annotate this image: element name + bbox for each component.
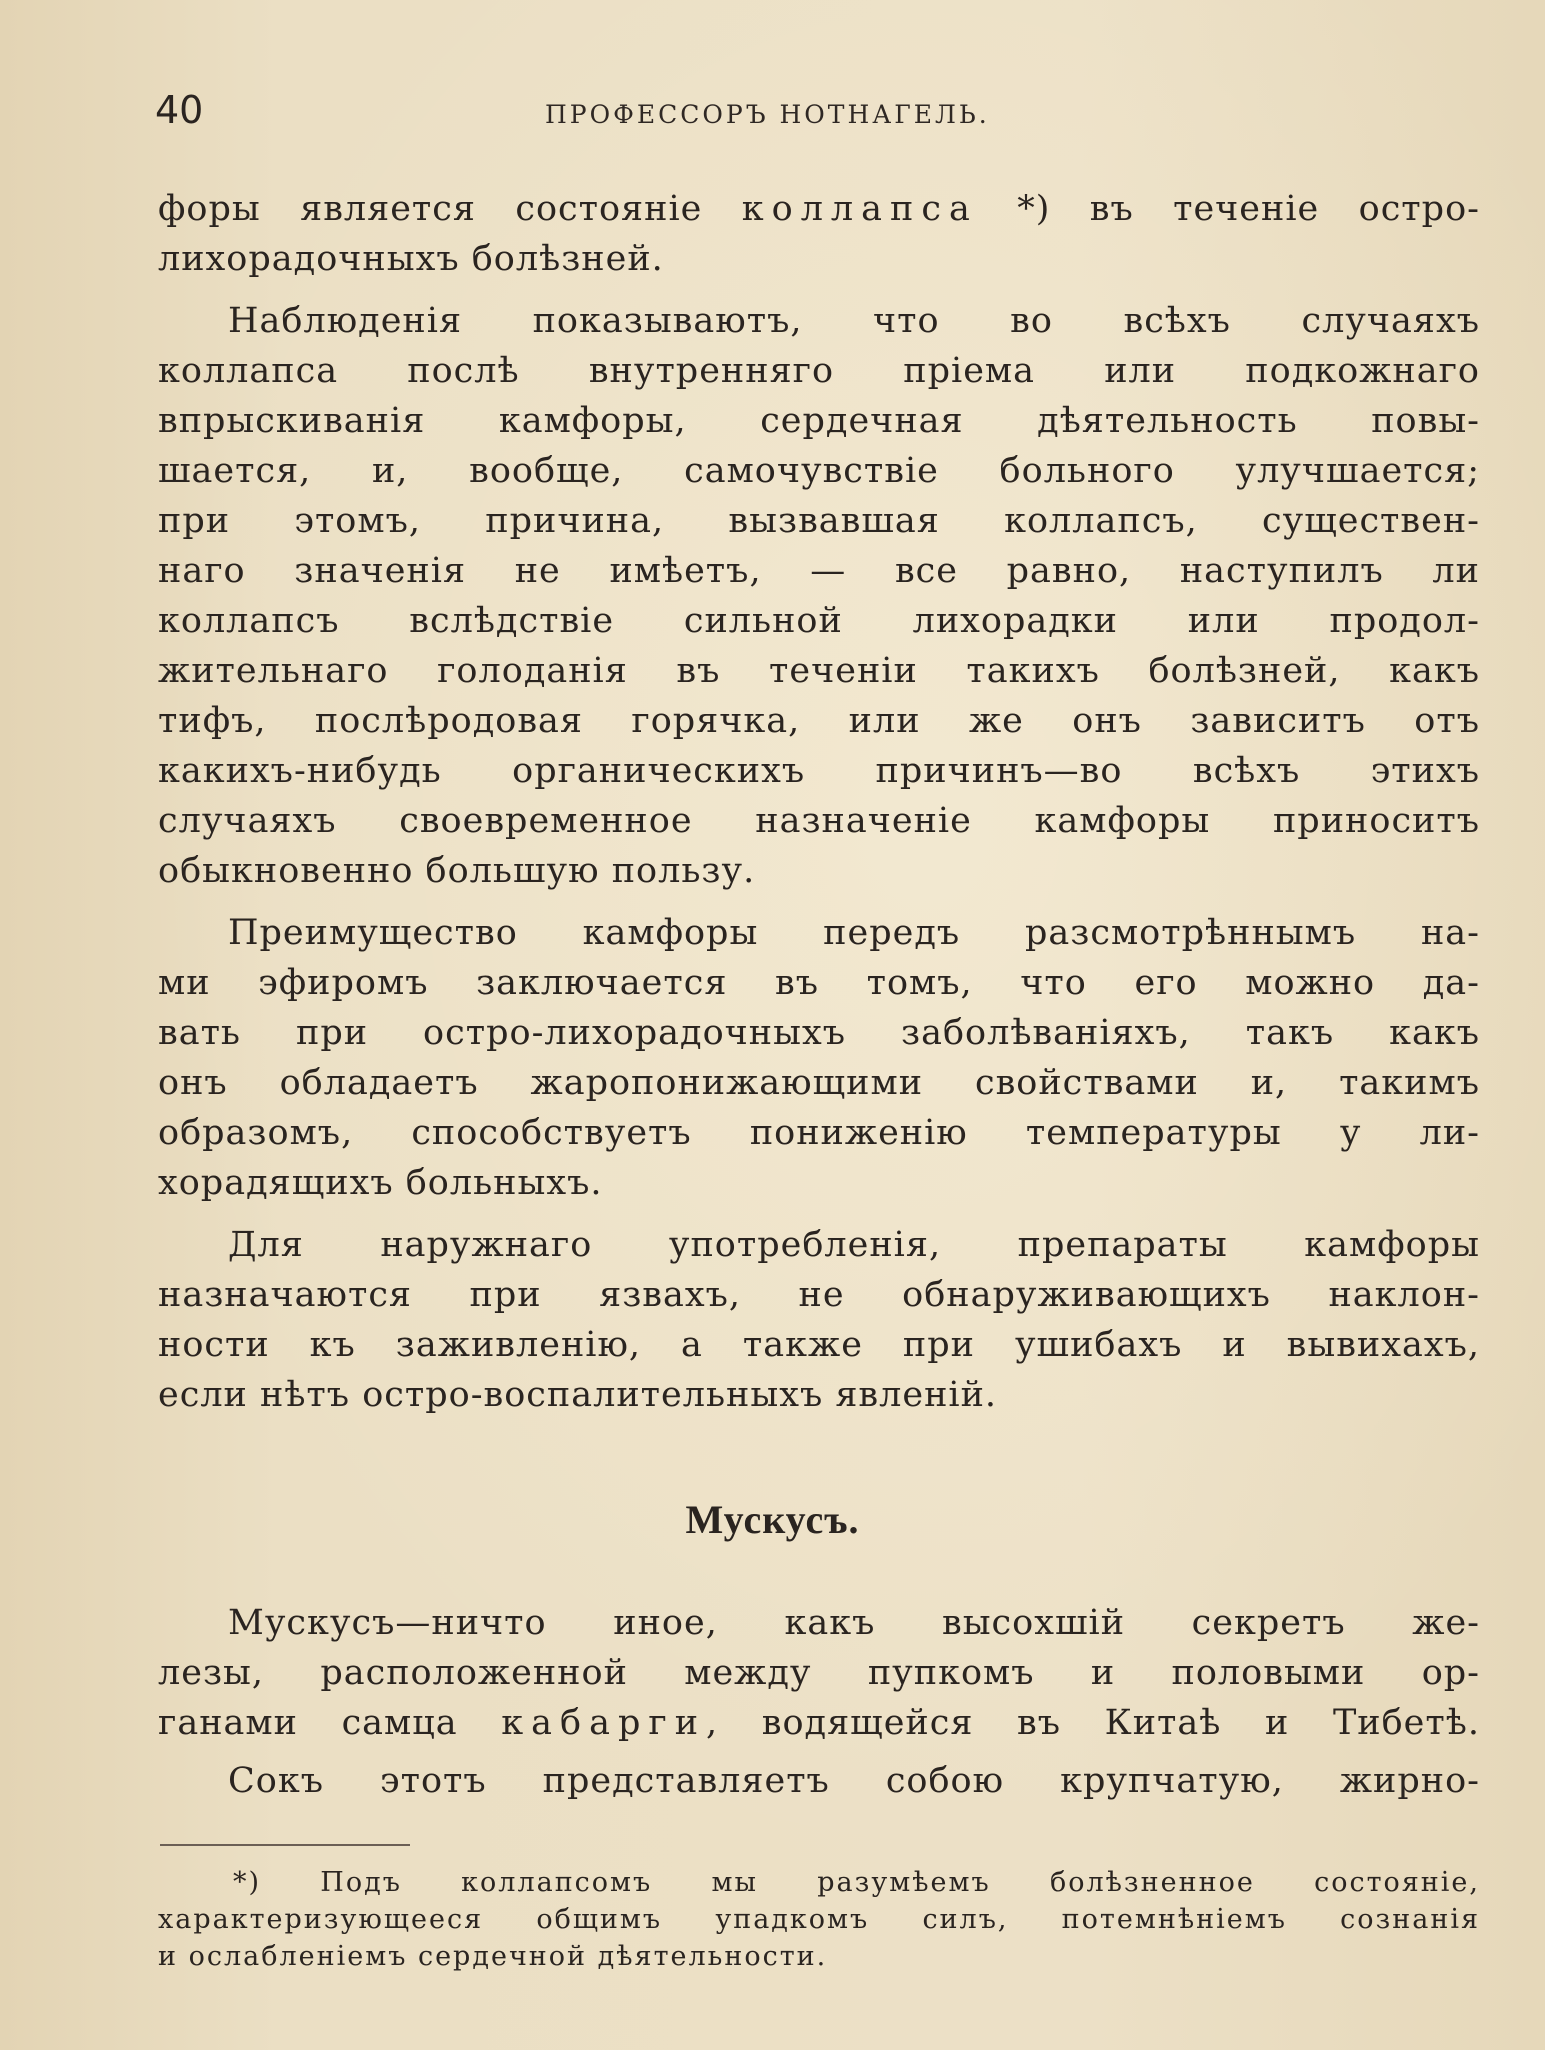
text-line: Для наружнаго употребленiя, препараты камфоры — [228, 1225, 1480, 1265]
text-line: наго значенiя не имѣетъ, — все равно, наступилъ ли — [158, 551, 1480, 591]
text-line: образомъ, способствуетъ пониженiю температуры у ли- — [158, 1113, 1480, 1153]
text-line: онъ обладаетъ жаропонижающими свойствами и, такимъ — [158, 1063, 1480, 1103]
text-line: впрыскиванiя камфоры, сердечная дѣятельность повы- — [158, 401, 1480, 441]
text-line: вать при остро-лихорадочныхъ заболѣванiяхъ, такъ какъ — [158, 1013, 1480, 1053]
text-line: лихорадочныхъ болѣзней. — [158, 239, 664, 279]
text-line: лезы, расположенной между пупкомъ и половыми ор- — [158, 1653, 1480, 1693]
page-number: 40 — [155, 88, 204, 132]
text-line: хорадящихъ больныхъ. — [158, 1163, 603, 1203]
text-line: шается, и, вообще, самочувствiе больного улучшается; — [158, 451, 1480, 491]
text-line: если нѣтъ остро-воспалительныхъ явленiй. — [158, 1375, 998, 1415]
text-fragment: *) въ теченiе остро- — [977, 189, 1480, 229]
text-line: случаяхъ своевременное назначенiе камфоры приноситъ — [158, 801, 1480, 841]
footnote-divider — [160, 1844, 410, 1846]
text-fragment: , водящейся въ Китаѣ и Тибетѣ. — [706, 1703, 1480, 1743]
text-line: Сокъ этотъ представляетъ собою крупчатую, жирно- — [228, 1761, 1480, 1801]
footnote-line: характеризующееся общимъ упадкомъ силъ, потемнѣнiемъ сознанiя — [158, 1904, 1480, 1935]
text-fragment: форы является состоянiе — [158, 189, 742, 229]
spaced-term: кабарги — [501, 1703, 707, 1743]
text-line: назначаются при язвахъ, не обнаруживающихъ наклон- — [158, 1275, 1480, 1315]
text-fragment: ганами самца — [158, 1703, 502, 1743]
text-line: Мускусъ—ничто иное, какъ высохшiй секретъ же- — [228, 1603, 1480, 1643]
text-line: обыкновенно большую пользу. — [158, 851, 756, 891]
page-header — [155, 88, 1480, 148]
footnote — [158, 1864, 1480, 1975]
text-line: ности къ заживленiю, а также при ушибахъ и вывихахъ, — [158, 1325, 1480, 1365]
text-line — [158, 184, 1480, 234]
text-line: ми эфиромъ заключается въ томъ, что его можно да- — [158, 963, 1480, 1003]
main-text — [158, 184, 1480, 1420]
text-line: тифъ, послѣродовая горячка, или же онъ зависитъ отъ — [158, 701, 1480, 741]
text-line: Преимущество камфоры передъ разсмотрѣннымъ на- — [228, 913, 1480, 953]
footnote-line: *) Подъ коллапсомъ мы разумѣемъ болѣзненное состоянiе, — [233, 1867, 1480, 1898]
text-line: коллапса послѣ внутренняго прiема или подкожнаго — [158, 351, 1480, 391]
running-head: ПРОФЕССОРЪ НОТНАГЕЛЬ. — [545, 100, 990, 129]
section-heading: Мускусъ. — [685, 1497, 860, 1542]
text-line — [158, 1698, 1480, 1748]
spaced-term: коллапса — [741, 189, 978, 229]
text-line: при этомъ, причина, вызвавшая коллапсъ, существен- — [158, 501, 1480, 541]
section-text — [158, 1598, 1480, 1806]
text-line: коллапсъ вслѣдствiе сильной лихорадки или продол- — [158, 601, 1480, 641]
text-line: жительнаго голоданiя въ теченiи такихъ болѣзней, какъ — [158, 651, 1480, 691]
text-line: Наблюденiя показываютъ, что во всѣхъ случаяхъ — [228, 301, 1480, 341]
footnote-line: и ослабленiемъ сердечной дѣятельности. — [158, 1941, 828, 1972]
text-line: какихъ-нибудь органическихъ причинъ—во всѣхъ этихъ — [158, 751, 1480, 791]
